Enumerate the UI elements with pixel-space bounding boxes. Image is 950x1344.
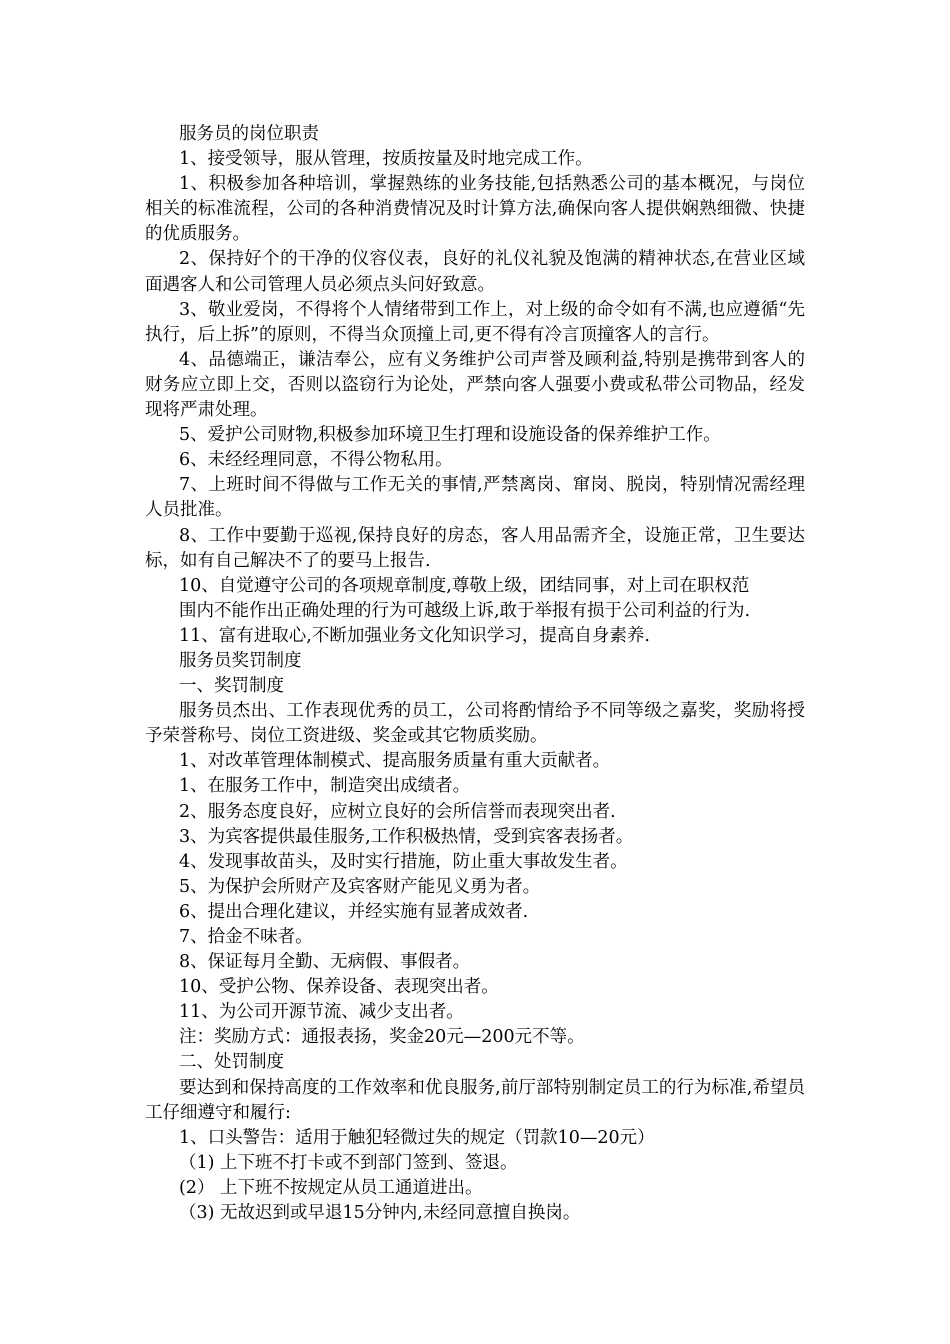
sub-list-item: （1) 上下班不打卡或不到部门签到、签退。 — [179, 1152, 518, 1173]
paragraph: 要达到和保持高度的工作效率和优良服务,前厅部特别制定员工的行为标准,希望员工仔细遵守和履行: — [145, 1077, 805, 1123]
paragraph: 7、上班时间不得做与工作无关的事情,严禁离岗、窜岗、脱岗，特别情况需经理人员批准。 — [145, 475, 805, 521]
subsection-title-rewards: 一、奖罚制度 — [179, 676, 284, 697]
list-item: 1、在服务工作中，制造突出成绩者。 — [179, 776, 471, 797]
paragraph: 11、富有进取心,不断加强业务文化知识学习，提高自身素养. — [179, 625, 650, 646]
paragraph: 服务员杰出、工作表现优秀的员工，公司将酌情给予不同等级之嘉奖，奖励将授予荣誉称号、岗位工资进级、奖金或其它物质奖励。 — [145, 701, 805, 747]
list-item: 3、为宾客提供最佳服务,工作积极热情，受到宾客表扬者。 — [179, 826, 634, 847]
paragraph: 10、自觉遵守公司的各项规章制度,尊敬上级，团结同事，对上司在职权范 — [179, 575, 750, 596]
paragraph: 5、爱护公司财物,积极参加环境卫生打理和设施设备的保养维护工作。 — [179, 425, 721, 446]
paragraph: 6、未经经理同意，不得公物私用。 — [179, 450, 453, 471]
list-item: 6、提出合理化建议，并经实施有显著成效者. — [179, 901, 529, 922]
list-item: 1、对改革管理体制模式、提高服务质量有重大贡献者。 — [179, 751, 611, 772]
paragraph: 1、接受领导，服从管理，按质按量及时地完成工作。 — [179, 149, 593, 170]
list-item: 4、发现事故苗头，及时实行措施，防止重大事故发生者。 — [179, 851, 628, 872]
paragraph: 8、工作中要勤于巡视,保持良好的房态，客人用品需齐全，设施正常，卫生要达标，如有自己解决不了的要马上报告. — [145, 525, 805, 571]
document-page — [145, 122, 805, 1226]
list-item: 11、为公司开源节流、减少支出者。 — [179, 1002, 464, 1023]
list-item: 10、受护公物、保养设备、表现突出者。 — [179, 977, 499, 998]
list-item: 7、拾金不味者。 — [179, 927, 313, 947]
paragraph: 围内不能作出正确处理的行为可越级上诉,敢于举报有损于公司利益的行为. — [179, 600, 751, 621]
section-title-job-duties: 服务员的岗位职责 — [179, 124, 319, 144]
paragraph: 3、敬业爱岗，不得将个人情绪带到工作上，对上级的命令如有不满,也应遵循“先执行，后上拆”的原则，不得当众顶撞上司,更不得有冷言顶撞客人的言行。 — [145, 299, 805, 345]
list-item: 8、保证每月全勤、无病假、事假者。 — [179, 952, 471, 973]
sub-list-item: （3) 无故迟到或早退15分钟内,未经同意擅自换岗。 — [179, 1203, 581, 1224]
paragraph: 2、保持好个的干净的仪容仪表，良好的礼仪礼貌及饱满的精神状态,在营业区域面遇客人和公司管理人员必须点头问好致意。 — [145, 249, 805, 295]
section-title-reward-penalty: 服务员奖罚制度 — [179, 650, 302, 671]
list-item: 2、服务态度良好，应树立良好的会所信誉而表现突出者. — [179, 801, 616, 822]
sub-list-item: (2） 上下班不按规定从员工通道进出。 — [179, 1177, 483, 1198]
paragraph: 4、品德端正，谦洁奉公，应有义务维护公司声誉及顾利益,特别是携带到客人的财务应立即上交，否则以盗窃行为论处，严禁向客人强要小费或私带公司物品，经发现将严肃处理。 — [145, 349, 805, 421]
list-item: 1、口头警告：适用于触犯轻微过失的规定（罚款10—20元） — [179, 1127, 655, 1148]
subsection-title-penalties: 二、处罚制度 — [179, 1052, 284, 1073]
list-item: 5、为保护会所财产及宾客财产能见义勇为者。 — [179, 876, 541, 897]
paragraph: 1、积极参加各种培训，掌握熟练的业务技能,包括熟悉公司的基本概况，与岗位相关的标准流程，公司的各种消费情况及时计算方法,确保向客人提供娴熟细微、快捷的优质服务。 — [145, 174, 805, 245]
note: 注：奖励方式：通报表扬，奖金20元—200元不等。 — [179, 1027, 585, 1048]
